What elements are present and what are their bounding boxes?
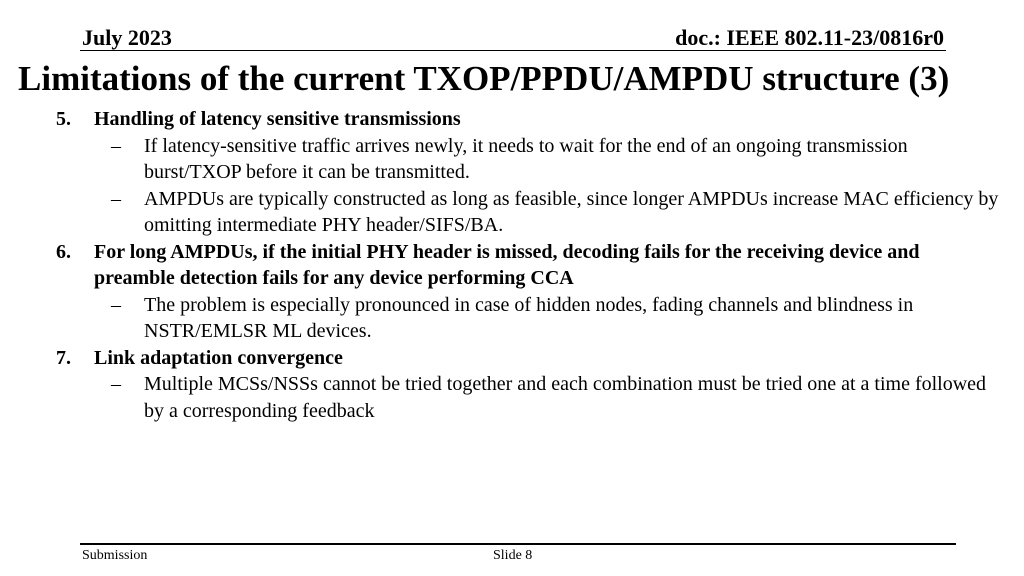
item-number: 7.	[56, 346, 71, 369]
item-text: Link adaptation convergence	[94, 346, 343, 369]
sub-item-text: The problem is especially pronounced in case of hidden nodes, fading channels and blindness in NSTR/EMLSR ML devices.	[144, 293, 914, 342]
dash-bullet: –	[111, 187, 121, 210]
footer-rule	[80, 543, 956, 545]
dash-bullet: –	[111, 134, 121, 157]
footer-slide-number: Slide 8	[493, 548, 533, 563]
sub-item-text: Multiple MCSs/NSSs cannot be tried together and each combination must be tried one at a time followed by a corresponding feedback	[144, 373, 987, 422]
list-item-7	[0, 345, 1024, 372]
header-rule	[80, 50, 946, 51]
body-list	[0, 106, 1024, 424]
header-doc-id: doc.: IEEE 802.11-23/0816r0	[675, 25, 944, 50]
sub-item	[0, 133, 1024, 186]
item-number: 5.	[56, 108, 71, 130]
list-item-5	[0, 106, 1024, 133]
dash-bullet: –	[111, 373, 121, 395]
item-number: 6.	[56, 240, 71, 263]
sub-item-text: If latency-sensitive traffic arrives newly, it needs to wait for the end of an ongoing transmission burst/TXOP before it can be transmitted.	[144, 134, 908, 183]
item-text: For long AMPDUs, if the initial PHY header is missed, decoding fails for the receiving device and preamble detection fails for any device performing CCA	[94, 240, 920, 289]
sub-item	[0, 186, 1024, 239]
list-item-6	[0, 239, 1024, 292]
sub-item	[0, 371, 1024, 424]
dash-bullet: –	[111, 293, 121, 316]
sub-item	[0, 292, 1024, 345]
sub-item-text: AMPDUs are typically constructed as long as feasible, since longer AMPDUs increase MAC efficiency by omitting intermediate PHY header/SIFS/BA.	[144, 187, 999, 236]
slide-title: Limitations of the current TXOP/PPDU/AMPDU structure (3)	[18, 59, 950, 98]
item-text: Handling of latency sensitive transmissions	[94, 108, 461, 130]
footer-submission: Submission	[82, 548, 148, 563]
header-date: July 2023	[82, 25, 172, 50]
